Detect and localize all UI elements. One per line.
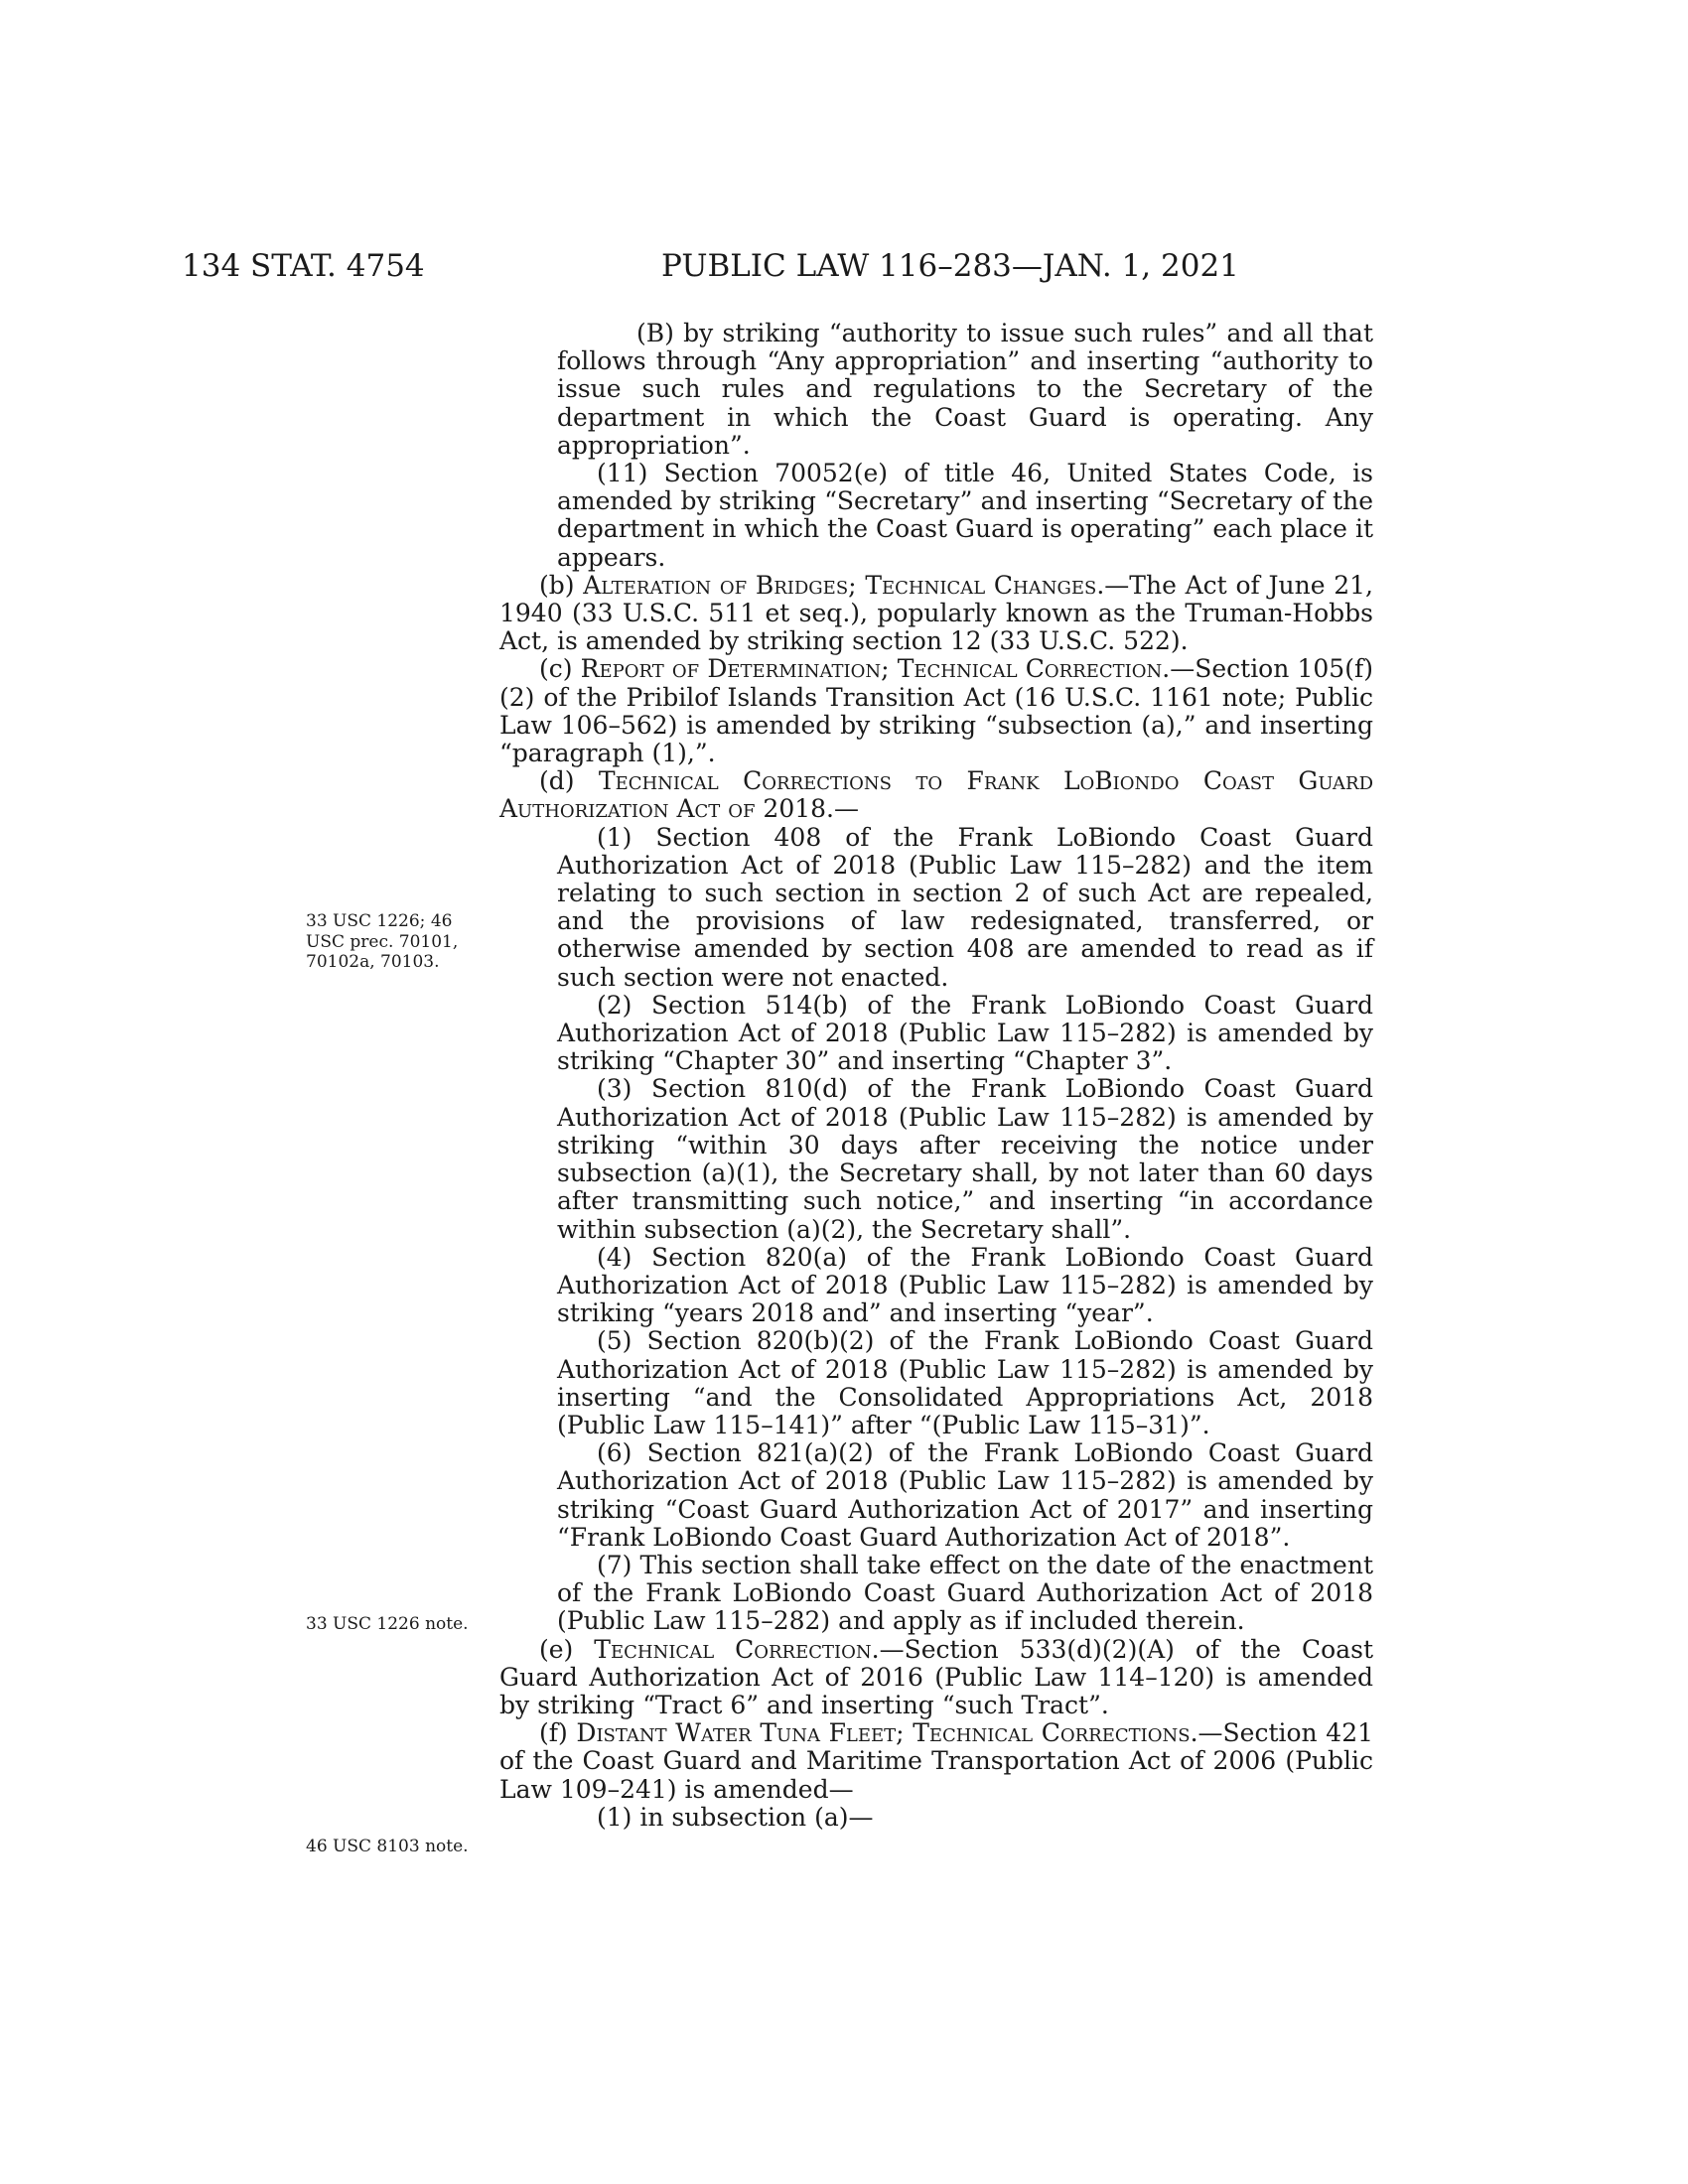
subsection-b-heading: Alteration of Bridges; Technical Changes.	[583, 570, 1105, 600]
margin-note-usc-1226: 33 USC 1226; 46 USC prec. 70101, 70102a, 70103.	[306, 911, 459, 972]
subsection-d-heading: Technical Corrections to Frank LoBiondo Coast Guard Authorization Act of 2018.	[499, 766, 1374, 824]
paragraph-d1: (1) Section 408 of the Frank LoBiondo Coast Guard Authorization Act of 2018 (Public Law 115–282) and the item relating to such section in section 2 of such Act are repealed, and the provisions of law redesignated, transferred, or otherwise amended by section 408 are amended to read as if such section were not enacted.	[557, 822, 1373, 992]
paragraph-d3: (3) Section 810(d) of the Frank LoBiondo Coast Guard Authorization Act of 2018 (Public Law 115–282) is amended by striking “within 30 days after receiving the notice under subsection (a)(1), the Secretary shall, by not later than 60 days after transmitting such notice,” and inserting “in accordance within subsection (a)(2), the Secretary shall”.	[557, 1074, 1373, 1244]
stat-reference: 134 STAT. 4754	[182, 248, 425, 284]
margin-note-usc-8103-note: 46 USC 8103 note.	[306, 1837, 469, 1856]
subsection-e	[499, 1636, 1373, 1720]
paragraph-11: (11) Section 70052(e) of title 46, United States Code, is amended by striking “Secretary” and inserting “Secretary of the department in which the Coast Guard is operating” each place it appears.	[557, 459, 1373, 572]
document-body	[499, 320, 1373, 1832]
subsection-d	[499, 767, 1373, 823]
paragraph-d6: (6) Section 821(a)(2) of the Frank LoBiondo Coast Guard Authorization Act of 2018 (Public Law 115–282) is amended by striking “Coast Guard Authorization Act of 2017” and inserting “Frank LoBiondo Coast Guard Authorization Act of 2018”.	[557, 1438, 1373, 1552]
subsection-c-heading: Report of Determination; Technical Correction.	[580, 654, 1171, 684]
paragraph-d5: (5) Section 820(b)(2) of the Frank LoBiondo Coast Guard Authorization Act of 2018 (Public Law 115–282) is amended by inserting “and the Consolidated Appropriations Act, 2018 (Public Law 115–141)” after “(Public Law 115–31)”.	[557, 1326, 1373, 1439]
subsection-d-text: —	[833, 794, 859, 824]
subsection-e-heading: Technical Correction.	[594, 1634, 880, 1664]
subsection-d-label: (d)	[539, 766, 599, 796]
subsection-e-text: —Section 533(d)(2)(A) of the Coast Guard Authorization Act of 2016 (Public Law 114–120) is amended by striking “Tract 6” and inserting “such Tract”.	[499, 1634, 1373, 1719]
subsection-c-label: (c)	[539, 654, 581, 684]
subsection-b	[499, 572, 1373, 656]
subsection-f-heading: Distant Water Tuna Fleet; Technical Corrections.	[576, 1718, 1198, 1748]
margin-note-usc-1226-note: 33 USC 1226 note.	[306, 1614, 469, 1634]
subsection-c-text: —Section 105(f)(2) of the Pribilof Islands Transition Act (16 U.S.C. 1161 note; Public Law 106–562) is amended by striking “subsection (a),” and inserting “paragraph (1),”.	[499, 654, 1373, 768]
paragraph-B: (B) by striking “authority to issue such rules” and all that follows through “Any appropriation” and inserting “authority to issue such rules and regulations to the Secretary of the department in which the Coast Guard is operating. Any appropriation”.	[557, 319, 1373, 460]
page-header	[182, 246, 1373, 286]
subsection-b-text: —The Act of June 21, 1940 (33 U.S.C. 511 et seq.), popularly known as the Truman-Hobbs Act, is amended by striking section 12 (33 U.S.C. 522).	[499, 570, 1373, 656]
paragraph-d2: (2) Section 514(b) of the Frank LoBiondo Coast Guard Authorization Act of 2018 (Public Law 115–282) is amended by striking “Chapter 30” and inserting “Chapter 3”.	[557, 990, 1373, 1076]
paragraph-d7: (7) This section shall take effect on the date of the enactment of the Frank LoBiondo Coast Guard Authorization Act of 2018 (Public Law 115–282) and apply as if included therein.	[557, 1550, 1373, 1636]
paragraph-d4: (4) Section 820(a) of the Frank LoBiondo Coast Guard Authorization Act of 2018 (Public Law 115–282) is amended by striking “years 2018 and” and inserting “year”.	[557, 1242, 1373, 1328]
subsection-f	[499, 1719, 1373, 1804]
subsection-b-label: (b)	[539, 570, 584, 600]
subsection-f-label: (f)	[539, 1718, 577, 1748]
subsection-c	[499, 655, 1373, 767]
paragraph-f1: (1) in subsection (a)—	[597, 1802, 874, 1832]
subsection-e-label: (e)	[539, 1634, 595, 1664]
page-title: PUBLIC LAW 116–283—JAN. 1, 2021	[661, 248, 1239, 284]
subsection-f-text: —Section 421 of the Coast Guard and Maritime Transportation Act of 2006 (Public Law 109–241) is amended—	[499, 1718, 1373, 1804]
